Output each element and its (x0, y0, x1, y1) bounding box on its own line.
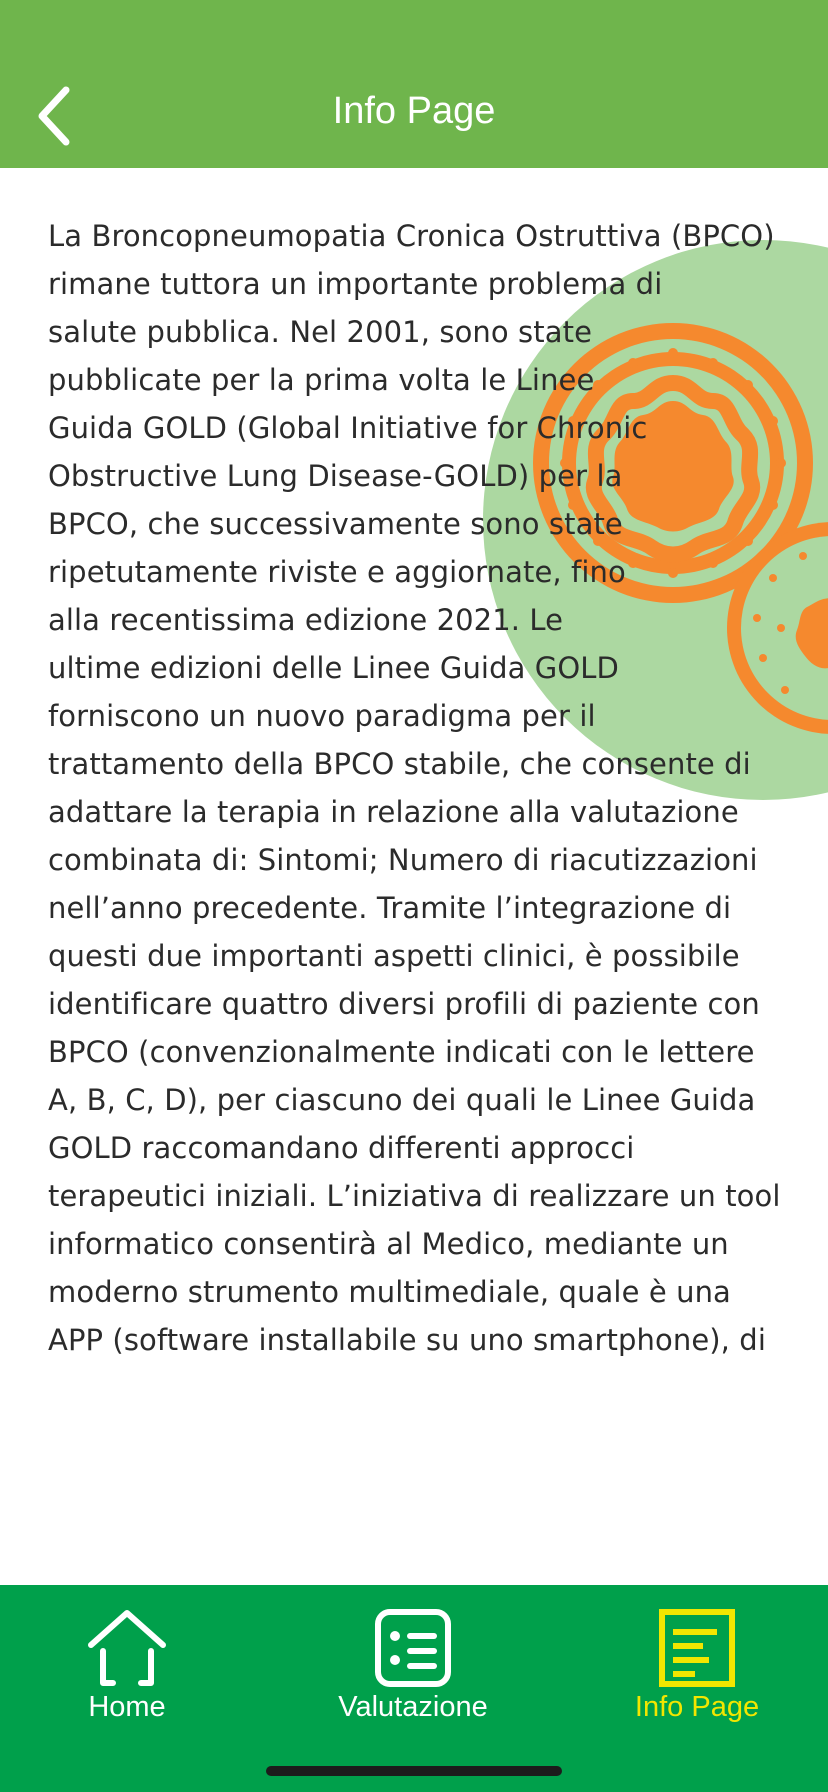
tab-home[interactable] (17, 1607, 237, 1727)
bottom-tab-bar (0, 1585, 828, 1792)
document-icon (657, 1607, 737, 1689)
header-bar (0, 0, 828, 168)
tab-home-label: Home (88, 1691, 166, 1723)
page-title: Info Page (332, 90, 496, 132)
info-content[interactable] (0, 168, 828, 1585)
tab-valutazione[interactable] (303, 1607, 523, 1727)
home-icon (87, 1607, 167, 1689)
tab-info-page-label: Info Page (634, 1691, 760, 1723)
tab-info-page[interactable] (587, 1607, 807, 1727)
home-indicator[interactable] (266, 1766, 562, 1776)
tab-valutazione-label: Valutazione (338, 1691, 488, 1723)
info-paragraph: La Broncopneumopatia Cronica Ostruttiva (BPCO) rimane tuttora un importante problema di salute pubblica. Nel 2001, sono state pubblicate per la prima volta le Linee Guida GOLD (Global Initiative for Chronic Obstructive Lung Disease-GOLD) per la BPCO, che successivamente sono state ripetutamente riviste e aggiornate, fino alla recentissima edizione 2021. Le ultime edizioni delle Linee Guida GOLD forniscono un nuovo paradigma per il trattamento della BPCO stabile, che consente di adattare la terapia in relazione alla valutazione combinata di: Sintomi; Numero di riacutizzazioni nell’anno precedente. Tramite l’integrazione di questi due importanti aspetti clinici, è possibile identificare quattro diversi profili di paziente con BPCO (convenzionalmente indicati con le lettere A, B, C, D), per ciascuno dei quali le Linee Guida GOLD raccomandano differenti approcci terapeutici iniziali. L’iniziativa di realizzare un tool informatico consentirà al Medico, mediante un moderno strumento multimediale, quale è una APP (software installabile su uno smartphone), di (48, 219, 781, 1357)
list-icon (373, 1607, 453, 1689)
